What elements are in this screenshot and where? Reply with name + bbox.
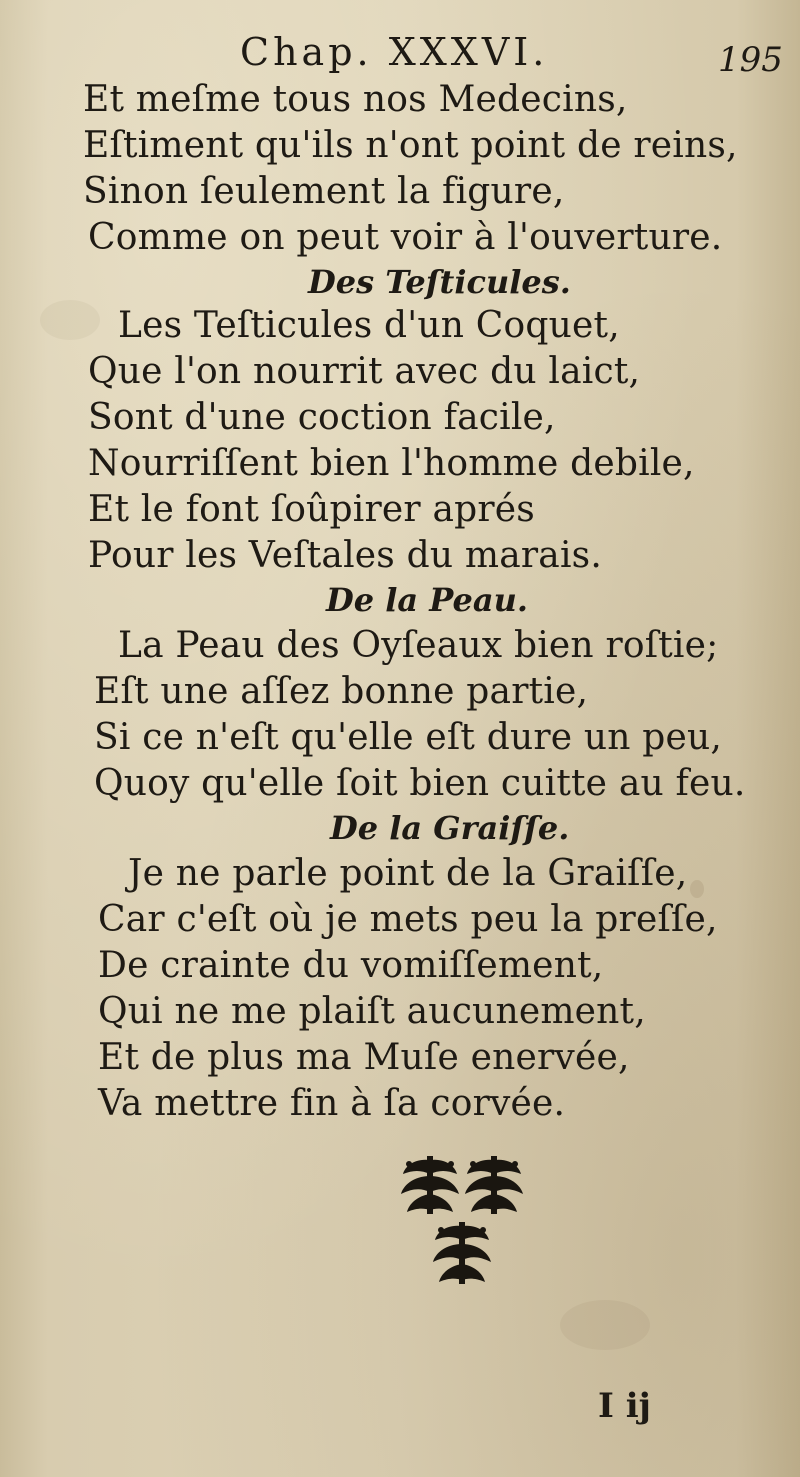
verse-line: Et le font ſoûpirer aprés bbox=[88, 489, 535, 530]
page-number: 195 bbox=[718, 40, 783, 80]
verse-line: La Peau des Oyſeaux bien roſtie; bbox=[118, 625, 719, 666]
section-heading-graisse: De la Graiſſe. bbox=[330, 809, 570, 847]
fleuron-ornament-icon bbox=[395, 1150, 530, 1290]
running-header bbox=[0, 26, 800, 86]
section-heading-testicules: Des Teſticules. bbox=[308, 263, 571, 301]
verse-line: Si ce n'eſt qu'elle eſt dure un peu, bbox=[94, 717, 723, 758]
verse-line: Eſtiment qu'ils n'ont point de reins, bbox=[83, 125, 738, 166]
verse-line: Les Teſticules d'un Coquet, bbox=[118, 305, 620, 346]
verse-line: Va mettre fin à ſa corvée. bbox=[98, 1083, 566, 1124]
verse-line: Nourriſſent bien l'homme debile, bbox=[88, 443, 695, 484]
verse-line: Car c'eſt où je mets peu la preſſe, bbox=[98, 899, 718, 940]
verse-line: De crainte du vomiſſement, bbox=[98, 945, 604, 986]
verse-line: Que l'on nourrit avec du laict, bbox=[88, 351, 641, 392]
verse-line: Sinon ſeulement la figure, bbox=[83, 171, 565, 212]
verse-line: Eſt une aſſez bonne partie, bbox=[94, 671, 589, 712]
verse-line: Comme on peut voir à l'ouverture. bbox=[88, 217, 723, 258]
verse-line: Sont d'une coction facile, bbox=[88, 397, 556, 438]
verse-line: Quoy qu'elle ſoit bien cuitte au feu. bbox=[94, 763, 746, 804]
verse-line: Je ne parle point de la Graiſſe, bbox=[128, 853, 688, 894]
verse-line: Qui ne me plaiſt aucunement, bbox=[98, 991, 646, 1032]
verse-line: Pour les Veſtales du marais. bbox=[88, 535, 602, 576]
section-heading-peau: De la Peau. bbox=[326, 581, 528, 619]
chapter-heading: Chap. XXXVI. bbox=[240, 30, 549, 74]
verse-line: Et meſme tous nos Medecins, bbox=[83, 79, 628, 120]
signature-mark: I ij bbox=[598, 1386, 651, 1426]
verse-line: Et de plus ma Muſe enervée, bbox=[98, 1037, 630, 1078]
